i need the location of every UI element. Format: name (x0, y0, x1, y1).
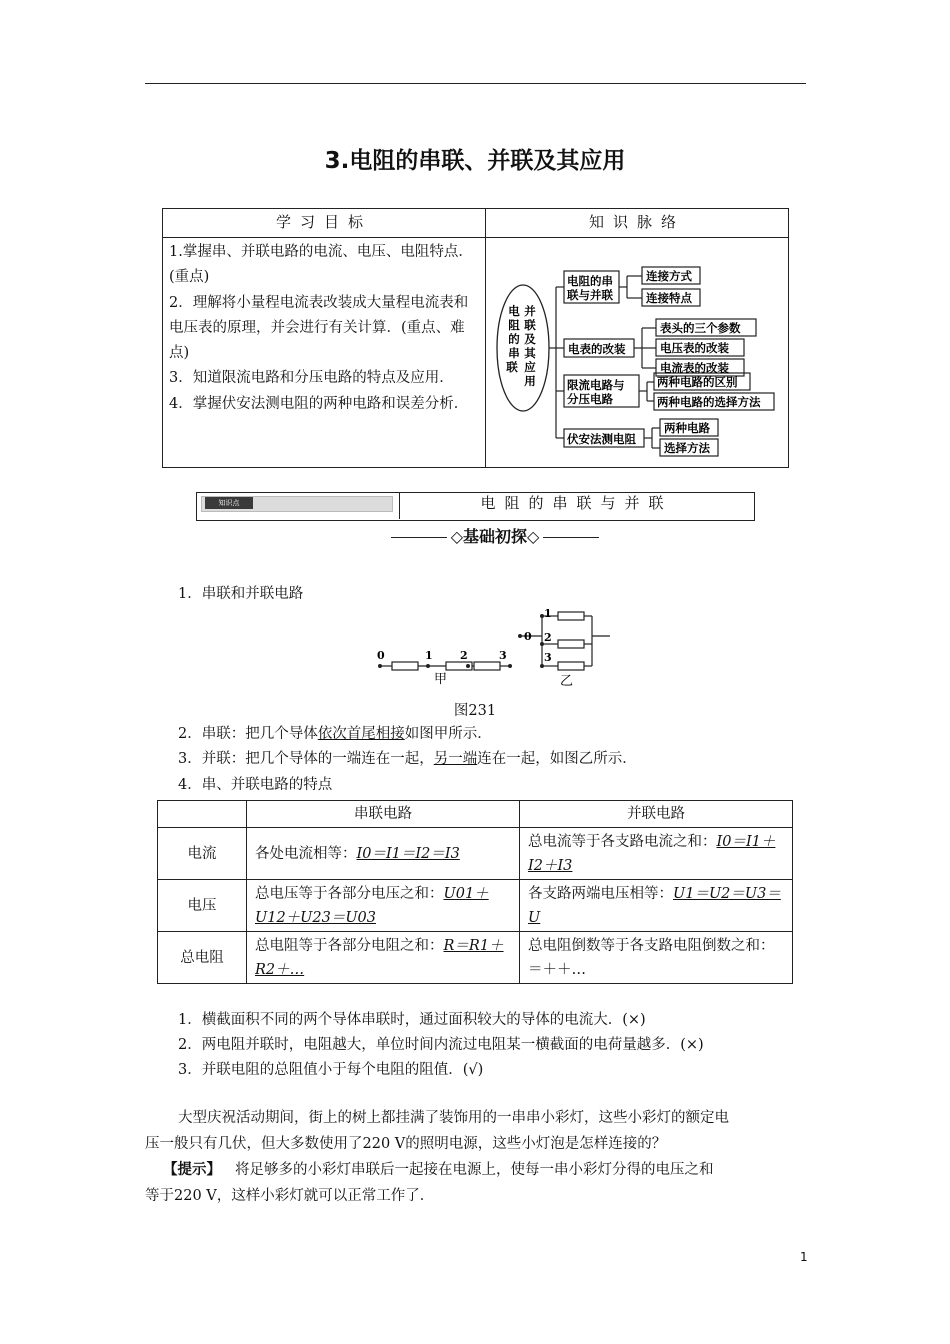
goal-item: 1.掌握串、并联电路的电流、电压、电阻特点．(重点) (169, 244, 473, 286)
section-tab-label: 知识点 (205, 497, 253, 509)
item-1: 1．串联和并联电路 (178, 586, 304, 602)
judgment-3: 3．并联电阻的总阻值小于每个电阻的阻值．(√) (178, 1062, 484, 1078)
page-title: 3.电阻的串联、并联及其应用 (324, 148, 626, 174)
section-title: 电阻的串联与并联 (480, 494, 673, 512)
mindmap-branch-label: 伏安法测电阻 (567, 432, 636, 446)
row-name: 电压 (158, 880, 247, 932)
goal-item: 2．理解将小量程电流表改装成大量程电流表和电压表的原理，并会进行有关计算．(重点、难点) (169, 294, 469, 362)
series-cell: 总电压等于各部分电压之和：U01＋U12＋U23＝U03 (247, 880, 520, 932)
mindmap-branch-label: 电表的改装 (568, 342, 626, 356)
node-label: 1 (425, 649, 433, 662)
mindmap-leaf-label: 电压表的改装 (660, 341, 729, 355)
header-rule (145, 83, 806, 84)
mindmap-cell (486, 238, 789, 468)
goal-item: 3．知道限流电路和分压电路的特点及应用． (169, 370, 454, 387)
parallel-cell: 总电阻倒数等于各支路电阻倒数之和：＝＋＋… (520, 932, 793, 984)
hint-line-1: 【提示】 将足够多的小彩灯串联后一起接在电源上，使每一串小彩灯分得的电压之和 (163, 1161, 714, 1178)
objectives-table (162, 208, 789, 468)
judgment-2: 2．两电阻并联时，电阻越大，单位时间内流过电阻某一横截面的电荷量越多．(×) (178, 1037, 704, 1053)
row-name: 总电阻 (158, 932, 247, 984)
node-label: 0 (524, 630, 532, 643)
node-label: 1 (544, 607, 552, 620)
mindmap-leaf-label: 选择方法 (664, 441, 710, 455)
mindmap-branch-label-line: 限流电路与 (567, 378, 625, 392)
objectives-header: 学习目标 (163, 209, 486, 238)
mindmap-branch-label-line: 联与并联 (567, 288, 613, 302)
figure-label-jia: 甲 (434, 672, 448, 687)
node-label: 0 (377, 649, 385, 662)
parallel-cell: 各支路两端电压相等：U1＝U2＝U3＝U (520, 880, 793, 932)
knowledge-map-header: 知识脉络 (486, 209, 789, 238)
circuit-figure (370, 606, 620, 690)
mindmap-root-col: 电阻的串联 并联及其应用 (506, 304, 536, 388)
hint-line-2: 等于220 V，这样小彩灯就可以正常工作了． (145, 1188, 435, 1204)
mindmap-leaf-label: 两种电路的选择方法 (657, 395, 761, 409)
node-label: 3 (544, 651, 552, 664)
judgment-1: 1．横截面积不同的两个导体串联时，通过面积较大的导体的电流大．(×) (178, 1012, 646, 1028)
question-line-2: 压一般只有几伏，但大多数使用了220 V的照明电源，这些小灯泡是怎样连接的？ (145, 1136, 667, 1152)
series-cell: 总电阻等于各部分电阻之和：R＝R1＋R2＋… (247, 932, 520, 984)
node-label: 2 (544, 631, 552, 644)
basic-exploration-heading: ◇基础初探◇ (360, 524, 630, 547)
page-number: 1 (800, 1250, 808, 1264)
mindmap-leaf-label: 两种电路的区别 (657, 375, 738, 389)
header-cell: 并联电路 (520, 801, 793, 828)
features-table (157, 800, 793, 984)
question-line-1: 大型庆祝活动期间，街上的树上都挂满了装饰用的一串串小彩灯，这些小彩灯的额定电 (178, 1110, 729, 1126)
item-4: 4．串、并联电路的特点 (178, 777, 333, 793)
mindmap-leaf-label: 电流表的改装 (660, 361, 729, 375)
goal-item: 4．掌握伏安法测电阻的两种电路和误差分析． (169, 395, 469, 412)
mindmap-leaf-label: 两种电路 (664, 421, 710, 435)
header-cell (158, 801, 247, 828)
mindmap-leaf-label: 表头的三个参数 (660, 321, 741, 335)
node-label: 2 (460, 649, 468, 662)
goals-cell (163, 238, 486, 468)
figure-caption: 图231 (453, 703, 497, 719)
figure-label-yi: 乙 (560, 674, 574, 689)
row-name: 电流 (158, 828, 247, 880)
knowledge-mindmap (486, 238, 788, 466)
mindmap-leaf-label: 连接特点 (646, 291, 692, 305)
mindmap-branch-label-line: 电阻的串 (567, 274, 613, 288)
node-label: 3 (499, 649, 507, 662)
parallel-cell: 总电流等于各支路电流之和：I0＝I1＋I2＋I3 (520, 828, 793, 880)
header-cell: 串联电路 (247, 801, 520, 828)
series-cell: 各处电流相等：I0＝I1＝I2＝I3 (247, 828, 520, 880)
mindmap-leaf-label: 连接方式 (646, 269, 692, 283)
mindmap-branch-label-line: 分压电路 (567, 392, 613, 406)
item-2: 2．串联：把几个导体依次首尾相接如图甲所示． (178, 726, 492, 742)
item-3: 3．并联：把几个导体的一端连在一起，另一端连在一起，如图乙所示． (178, 751, 637, 767)
mindmap-root-ellipse (497, 285, 549, 411)
